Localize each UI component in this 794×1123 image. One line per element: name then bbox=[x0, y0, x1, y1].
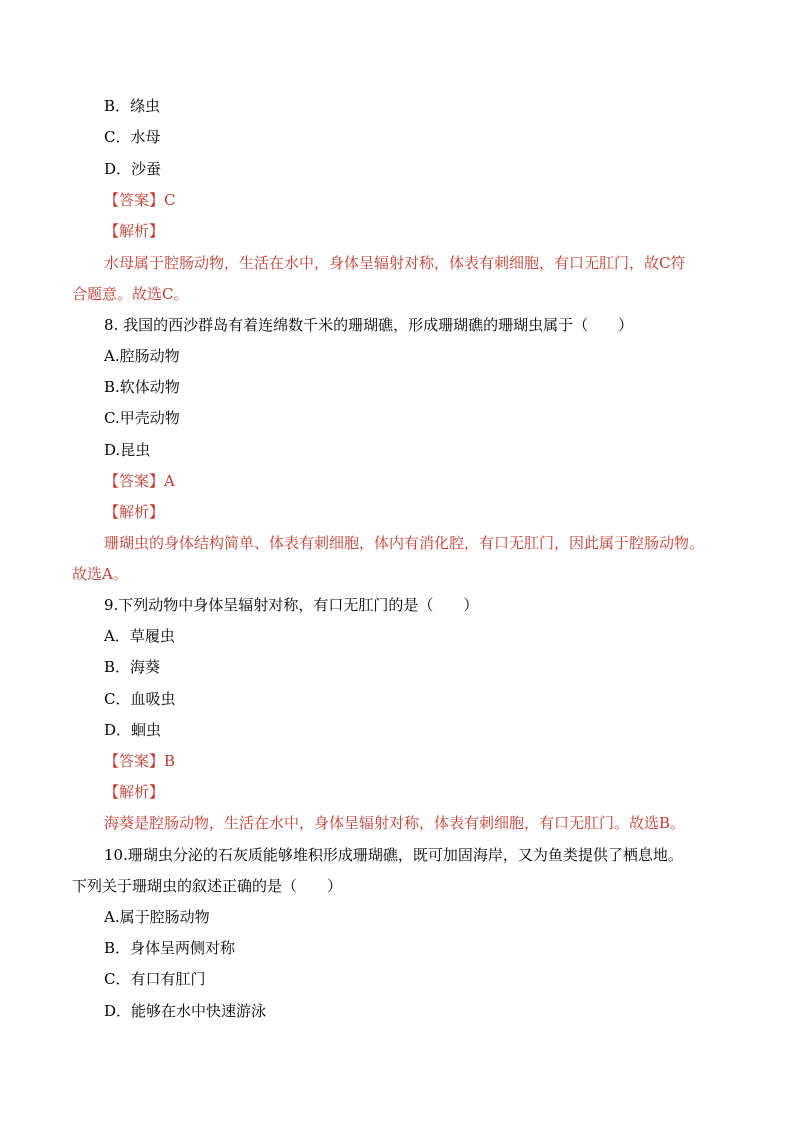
q8-analysis-line1: 珊瑚虫的身体结构简单、体表有刺细胞，体内有消化腔，有口无肛门，因此属于腔肠动物。 bbox=[104, 534, 705, 552]
q7-option-d: D．沙蚕 bbox=[104, 160, 162, 178]
q7-analysis-line1: 水母属于腔肠动物，生活在水中，身体呈辐射对称，体表有刺细胞，有口无肛门，故C符 bbox=[104, 254, 686, 272]
q9-answer-value: B bbox=[164, 752, 176, 770]
q9-option-a: A．草履虫 bbox=[104, 627, 175, 645]
q7-option-c: C．水母 bbox=[104, 128, 161, 146]
q8-answer bbox=[104, 471, 175, 491]
q8-analysis-line2: 故选A。 bbox=[72, 565, 128, 583]
q9-option-c: C．血吸虫 bbox=[104, 690, 176, 708]
q8-option-d: D.昆虫 bbox=[104, 441, 151, 459]
q10-option-c: C．有口有肛门 bbox=[104, 970, 206, 988]
q8-option-b: B.软体动物 bbox=[104, 378, 180, 396]
q9-analysis-label: 【解析】 bbox=[104, 783, 165, 801]
q10-option-a: A.属于腔肠动物 bbox=[104, 908, 210, 926]
q8-stem: 8. 我国的西沙群岛有着连绵数千米的珊瑚礁，形成珊瑚礁的珊瑚虫属于（ ） bbox=[104, 316, 634, 334]
q8-analysis-label: 【解析】 bbox=[104, 503, 165, 521]
q9-option-d: D．蛔虫 bbox=[104, 721, 162, 739]
q10-option-d: D．能够在水中快速游泳 bbox=[104, 1002, 267, 1020]
q10-option-b: B．身体呈两侧对称 bbox=[104, 939, 236, 957]
q7-analysis-line2: 合题意。故选C。 bbox=[72, 285, 189, 303]
q9-answer bbox=[104, 751, 175, 771]
q8-answer-value: A bbox=[164, 472, 175, 490]
q7-answer-label: 【答案】 bbox=[104, 191, 165, 209]
q9-option-b: B．海葵 bbox=[104, 658, 161, 676]
q7-analysis-label: 【解析】 bbox=[104, 222, 165, 240]
q8-option-c: C.甲壳动物 bbox=[104, 409, 180, 427]
q8-option-a: A.腔肠动物 bbox=[104, 347, 180, 365]
q7-option-b: B．绦虫 bbox=[104, 97, 161, 115]
q7-answer bbox=[104, 190, 176, 210]
q10-stem-line1: 10.珊瑚虫分泌的石灰质能够堆积形成珊瑚礁，既可加固海岸，又为鱼类提供了栖息地。 bbox=[104, 846, 683, 864]
q7-answer-value: C bbox=[164, 191, 176, 209]
q9-analysis-line1: 海葵是腔肠动物，生活在水中，身体呈辐射对称，体表有刺细胞，有口无肛门。故选B。 bbox=[104, 814, 686, 832]
q10-stem-line2: 下列关于珊瑚虫的叙述正确的是（ ） bbox=[72, 877, 343, 895]
q9-answer-label: 【答案】 bbox=[104, 752, 165, 770]
q9-stem: 9.下列动物中身体呈辐射对称，有口无肛门的是（ ） bbox=[104, 596, 479, 614]
q8-answer-label: 【答案】 bbox=[104, 472, 165, 490]
